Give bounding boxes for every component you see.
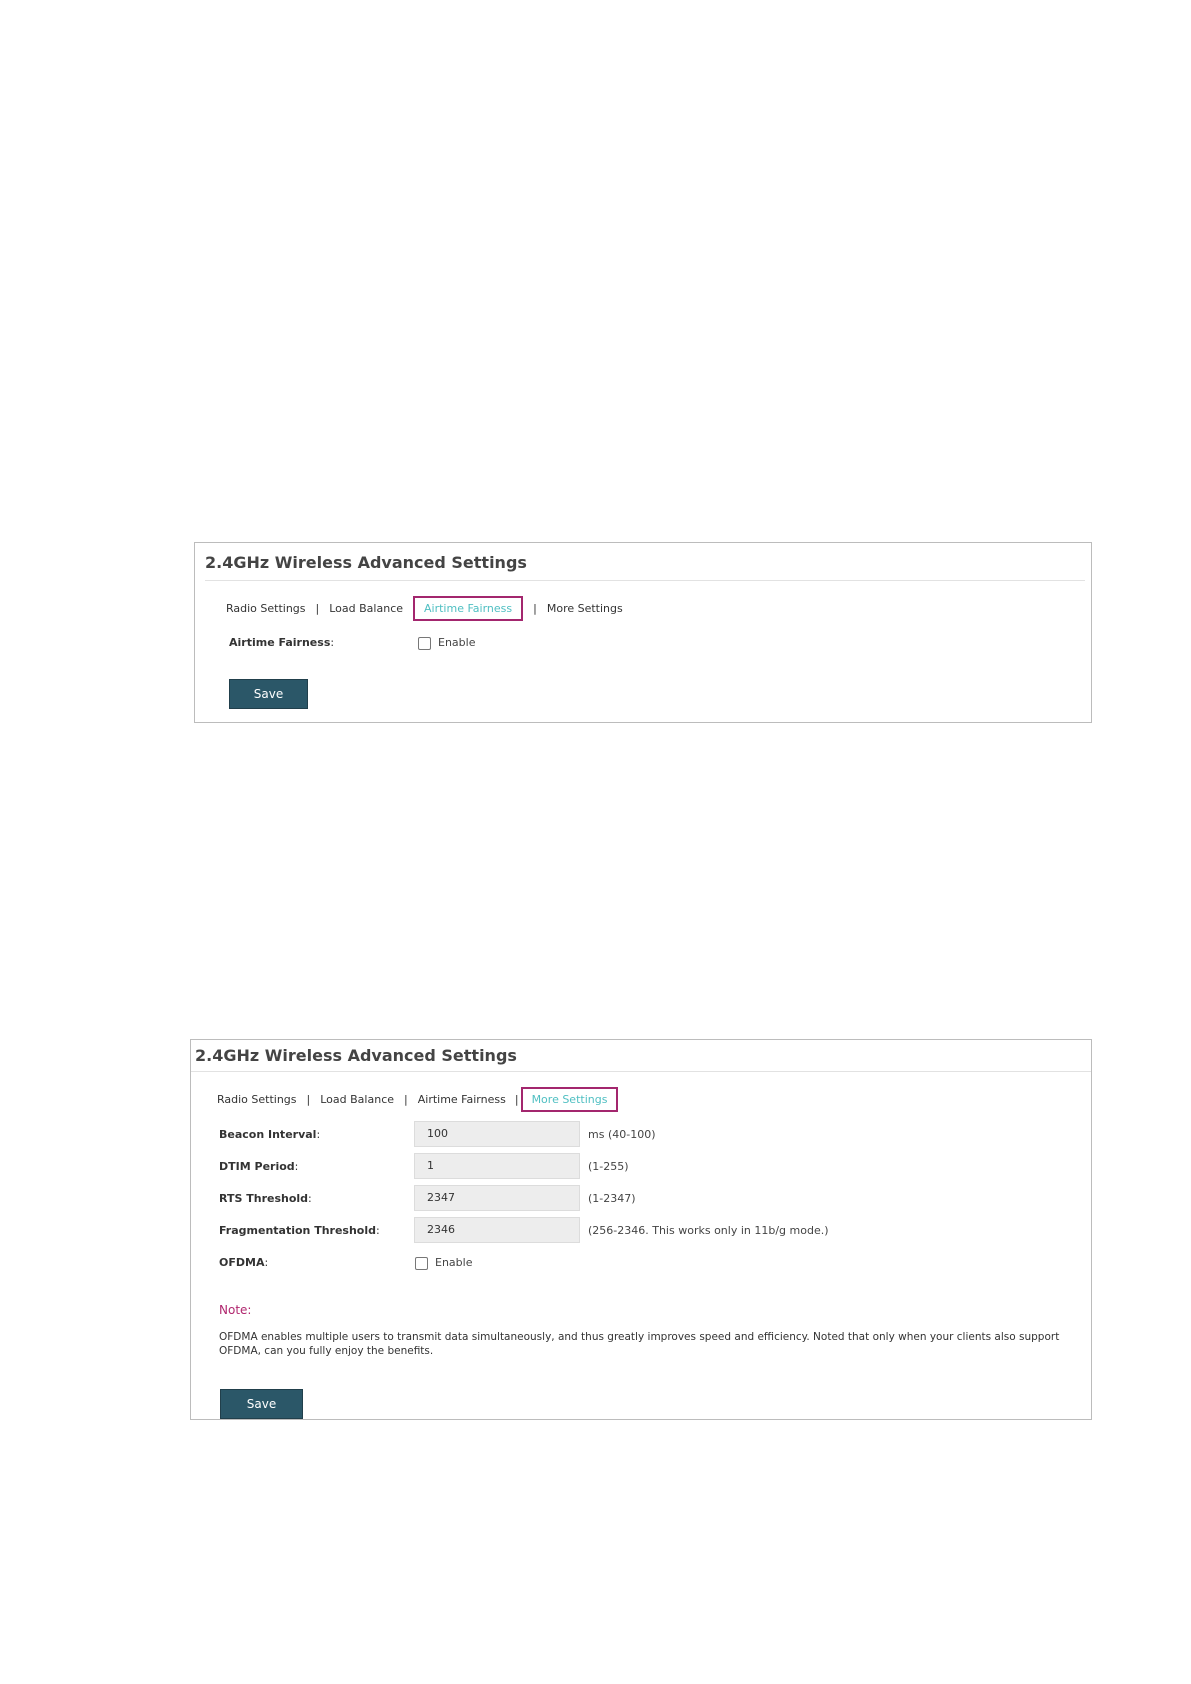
note-line-1: OFDMA enables multiple users to transmit data simultaneously, and thus greatly improves speed and efficiency. Noted that only when your clients also support: [219, 1331, 1060, 1343]
label-colon: :: [330, 636, 335, 649]
tab-bar: [217, 1089, 616, 1110]
label-text: Beacon Interval: [219, 1128, 317, 1141]
label-text: RTS Threshold: [219, 1192, 309, 1205]
label-colon: :: [294, 1160, 299, 1173]
dtim-period-input[interactable]: 1: [414, 1153, 580, 1179]
label-text: OFDMA: [219, 1256, 265, 1269]
tab-separator: |: [315, 602, 320, 615]
beacon-interval-hint: ms (40-100): [588, 1128, 656, 1141]
label-colon: :: [376, 1224, 380, 1237]
note-title: Note:: [219, 1303, 252, 1317]
tab-radio-settings[interactable]: Radio Settings: [217, 1093, 297, 1106]
more-settings-panel: [190, 1039, 1092, 1420]
title-divider: [205, 580, 1085, 581]
label-text: Fragmentation Threshold: [219, 1224, 377, 1237]
tab-radio-settings[interactable]: Radio Settings: [226, 602, 306, 615]
dtim-period-label: [219, 1160, 298, 1173]
note-line-2: OFDMA, can you fully enjoy the benefits.: [219, 1345, 434, 1357]
note-text: [219, 1330, 1092, 1358]
beacon-interval-label: [219, 1128, 320, 1141]
tab-separator: |: [306, 1093, 311, 1106]
beacon-interval-input[interactable]: 100: [414, 1121, 580, 1147]
label-colon: :: [316, 1128, 321, 1141]
save-button[interactable]: Save: [229, 679, 308, 709]
airtime-fairness-panel: [194, 542, 1092, 723]
airtime-fairness-label: [229, 636, 334, 649]
label-colon: :: [308, 1192, 312, 1205]
tab-airtime-fairness[interactable]: Airtime Fairness: [417, 1093, 506, 1106]
enable-label: Enable: [438, 636, 476, 649]
tab-separator: |: [533, 602, 537, 615]
rts-threshold-label: [219, 1192, 312, 1205]
tab-airtime-fairness[interactable]: Airtime Fairness: [415, 598, 521, 619]
fragmentation-threshold-label: [219, 1224, 380, 1237]
dtim-period-hint: (1-255): [588, 1160, 629, 1173]
tab-separator: |: [514, 1093, 519, 1106]
ofdma-label: [219, 1256, 268, 1269]
panel-title: 2.4GHz Wireless Advanced Settings: [195, 1046, 517, 1065]
rts-threshold-input[interactable]: 2347: [414, 1185, 580, 1211]
label-text: Airtime Fairness: [229, 636, 331, 649]
fragmentation-threshold-input[interactable]: 2346: [414, 1217, 580, 1243]
tab-more-settings[interactable]: More Settings: [546, 602, 623, 615]
rts-threshold-hint: (1-2347): [588, 1192, 636, 1205]
enable-label: Enable: [435, 1256, 473, 1269]
label-text: DTIM Period: [219, 1160, 295, 1173]
tab-more-settings[interactable]: More Settings: [523, 1089, 617, 1110]
ofdma-checkbox[interactable]: [415, 1257, 428, 1270]
title-divider: [191, 1071, 1091, 1072]
label-colon: :: [264, 1256, 269, 1269]
tab-bar: [226, 598, 623, 619]
airtime-fairness-checkbox[interactable]: [418, 637, 431, 650]
panel-title: 2.4GHz Wireless Advanced Settings: [205, 553, 527, 572]
fragmentation-threshold-hint: (256-2346. This works only in 11b/g mode.): [588, 1224, 829, 1237]
tab-load-balance[interactable]: Load Balance: [329, 602, 404, 615]
tab-load-balance[interactable]: Load Balance: [320, 1093, 395, 1106]
save-button[interactable]: Save: [220, 1389, 303, 1419]
tab-separator: |: [404, 1093, 408, 1106]
